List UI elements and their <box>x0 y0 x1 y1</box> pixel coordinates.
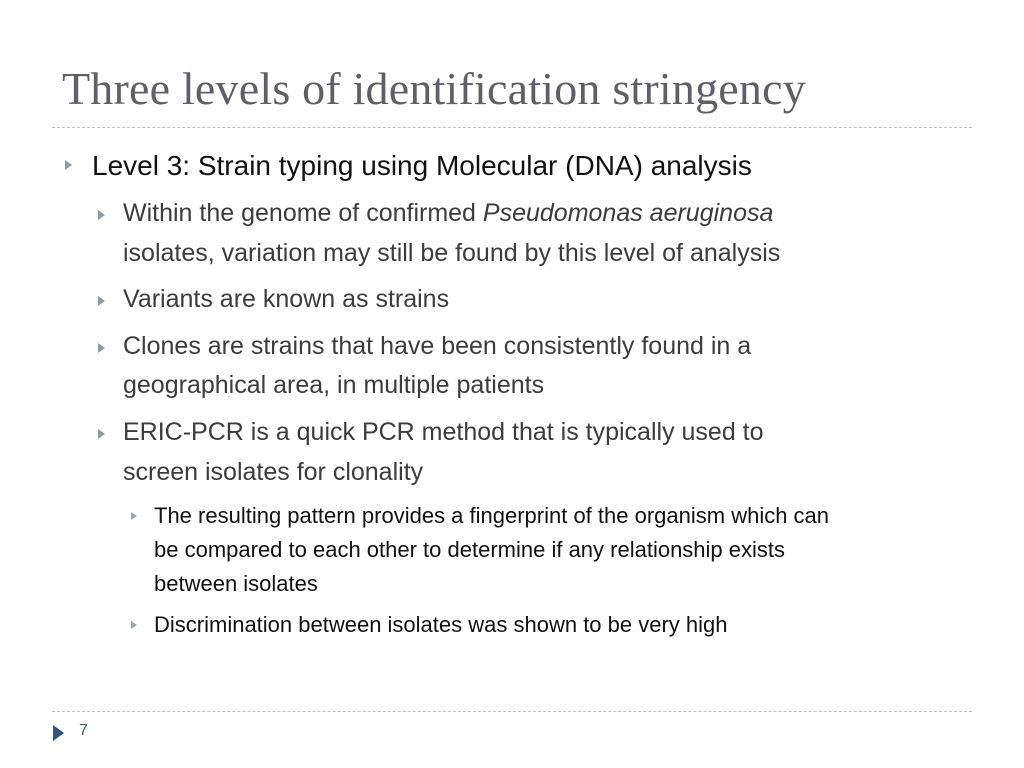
sub-bullet-triangle-icon <box>98 429 105 439</box>
bullet-triangle-icon <box>65 160 72 170</box>
sub-bullet-eric-line1: ERIC-PCR is a quick PCR method that is typically used to <box>123 418 764 446</box>
bullet-level-3-text: Level 3: Strain typing using Molecular (DNA) analysis <box>92 150 752 181</box>
slide-title: Three levels of identification stringency <box>62 63 806 114</box>
footer-divider <box>52 711 972 712</box>
page-number: 7 <box>79 722 88 739</box>
sub-bullet-eric-line2: screen isolates for clonality <box>123 458 424 486</box>
sub-sub-bullet-pattern-line3: between isolates <box>154 571 318 596</box>
sub-sub-bullet-discrimination: Discrimination between isolates was shown to be very high <box>154 612 728 637</box>
sub-sub-bullet-pattern-line2: be compared to each other to determine if any relationship exists <box>154 537 786 562</box>
page-marker-triangle-icon <box>53 725 64 741</box>
sub-bullet-triangle-icon <box>98 343 105 353</box>
sub-bullet-variants: Variants are known as strains <box>123 285 450 313</box>
sub-bullet-genome-line1 <box>123 201 773 226</box>
species-name: Pseudomonas aeruginosa <box>482 199 774 227</box>
sub-sub-bullet-triangle-icon <box>131 621 137 629</box>
sub-bullet-clones-line2: geographical area, in multiple patients <box>123 371 545 399</box>
sub-sub-bullet-triangle-icon <box>131 512 137 520</box>
bullet-level-3 <box>92 152 752 180</box>
sub-sub-bullet-pattern-line1: The resulting pattern provides a fingerprint of the organism which can <box>154 503 830 528</box>
title-divider <box>52 127 972 128</box>
sub-bullet-triangle-icon <box>98 296 105 306</box>
sub-bullet-genome-text: Within the genome of confirmed <box>123 199 483 227</box>
sub-bullet-genome-line2: isolates, variation may still be found by this level of analysis <box>123 239 781 267</box>
sub-bullet-clones-line1: Clones are strains that have been consistently found in a <box>123 332 752 360</box>
sub-bullet-triangle-icon <box>98 210 105 220</box>
